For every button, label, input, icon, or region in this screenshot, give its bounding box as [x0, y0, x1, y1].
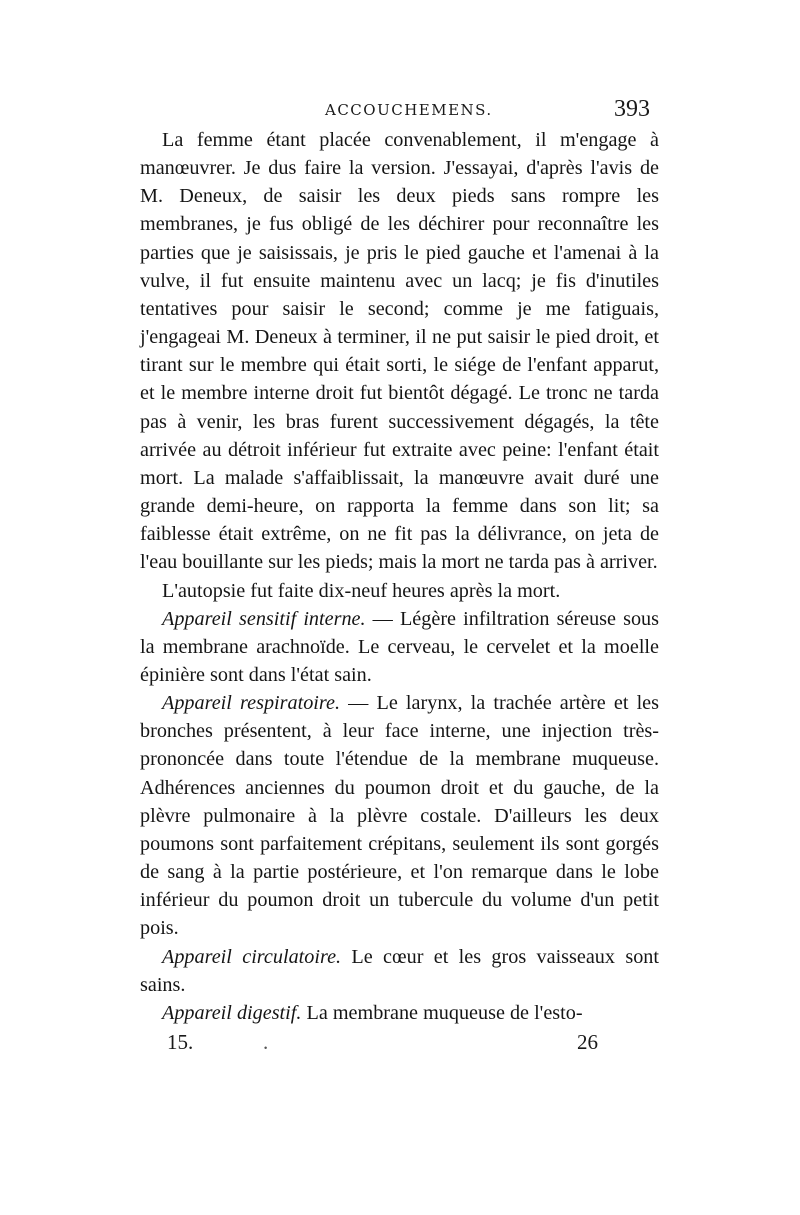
paragraph-text: Le cœur et les gros vaisseaux sont sains. — [140, 945, 659, 996]
paragraph-text: L'autopsie fut faite dix-neuf heures après la mort. — [162, 579, 561, 602]
footer-dot: . — [263, 1030, 269, 1054]
running-head — [0, 96, 800, 125]
paragraph-text: La membrane muqueuse de l'esto- — [301, 1001, 583, 1024]
body-text — [140, 126, 659, 1027]
paragraph-sensitive-apparatus — [140, 605, 659, 689]
paragraph-text: La femme étant placée convenablement, il m'engage à manœuvrer. Je dus faire la version. J'essayai, d'après l'avis de M. Deneux, de saisir les deux pieds sans rompre les membranes, je fus obligé de les déchirer pour reconnaître les parties que je saisissais, je pris le pied gauche et l'amenai à la vulve, il fut ensuite maintenu avec un lacq; je fis d'inutiles tentatives pour saisir le second; comme je me fatiguais, j'engageai M. Deneux à terminer, il ne put saisir le pied droit, et tirant sur le membre qui était sorti, le siége de l'enfant apparut, et le membre interne droit fut bientôt dégagé. Le tronc ne tarda pas à venir, les bras furent successivement dégagés, la tête arrivée au détroit inférieur fut extraite avec peine: l'enfant était mort. La malade s'affaiblissait, la manœuvre avait duré une grande demi-heure, on rapporta la femme dans son lit; sa faiblesse était extrême, on ne fit pas la délivrance, on jeta de l'eau bouillante sur les pieds; mais la mort ne tarda pas à arriver. — [140, 129, 659, 574]
paragraph-digestive-apparatus — [140, 999, 659, 1027]
paragraph-text: — Le larynx, la trachée artère et les bronches présentent, à leur face interne, une injection très-prononcée dans toute l'étendue de la membrane muqueuse. Adhérences anciennes du poumon droit et du gauche, de la plèvre pulmonaire à la plèvre costale. D'ailleurs les deux poumons sont parfaitement crépitans, seulement ils sont gorgés de sang à la partie postérieure, et l'on remarque dans le lobe inférieur du poumon droit un tubercule du volume d'un petit pois. — [140, 692, 659, 940]
page-number: 393 — [614, 96, 650, 122]
page-footer — [0, 1030, 800, 1060]
paragraph-respiratory-apparatus — [140, 689, 659, 942]
paragraph-circulatory-apparatus — [140, 943, 659, 999]
paragraph-text: — Légère infiltration séreuse sous la membrane arachnoïde. Le cerveau, le cervelet et la moelle épinière sont dans l'état sain. — [140, 607, 659, 686]
paragraph-case-narrative — [140, 126, 659, 577]
signature-mark: 15. — [167, 1030, 194, 1054]
section-heading: Appareil circulatoire. — [162, 945, 342, 968]
section-heading: Appareil respiratoire. — [162, 692, 341, 715]
section-heading: Appareil sensitif interne. — [162, 607, 366, 630]
running-title: ACCOUCHEMENS. — [325, 101, 493, 119]
section-heading: Appareil digestif. — [162, 1001, 302, 1024]
sheet-number: 26 — [577, 1030, 598, 1054]
paragraph-autopsy — [140, 577, 659, 605]
